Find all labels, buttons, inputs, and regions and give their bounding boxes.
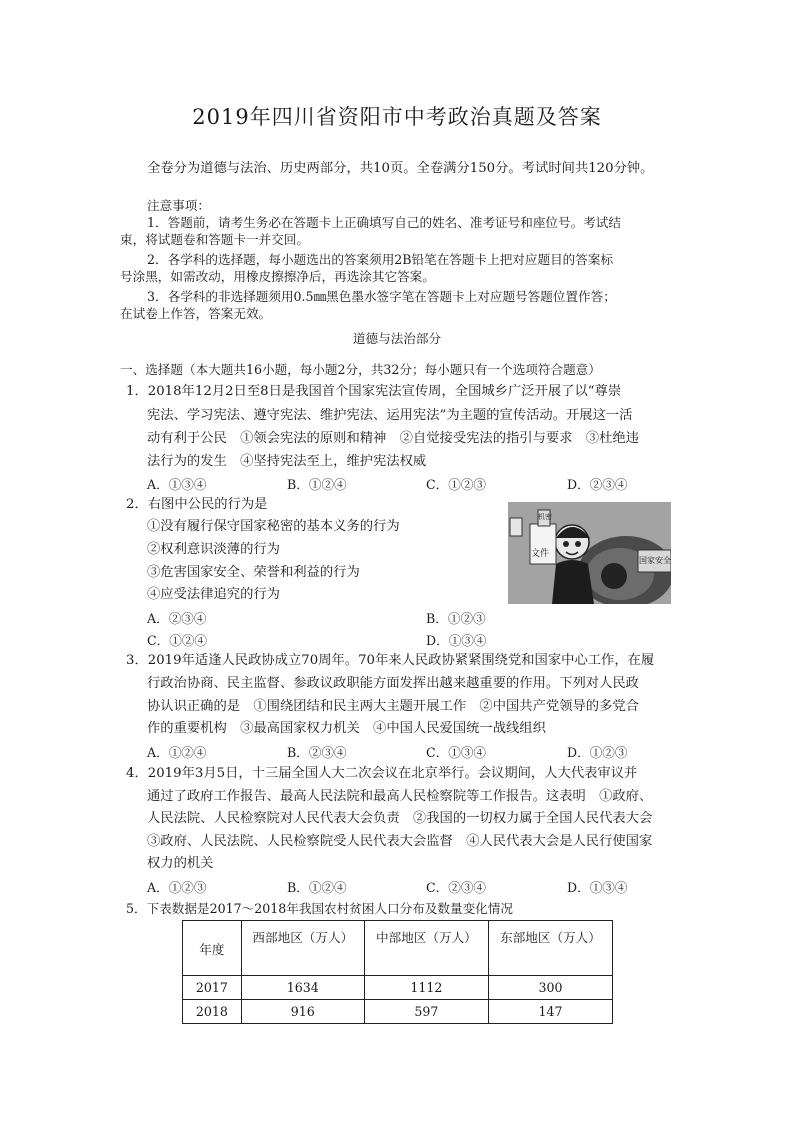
- q2-statement-4: ④应受法律追究的行为: [147, 587, 280, 602]
- section-title: 道德与法治部分: [352, 331, 442, 346]
- q2-option-a: A．②③④: [147, 611, 207, 626]
- q4-line-3: 人民法院、人民检察院对人民代表大会负责 ②我国的一切权力属于全国人民代表大会: [147, 811, 653, 826]
- q2-statement-3: ③危害国家安全、荣誉和利益的行为: [147, 565, 360, 580]
- q1-line-3: 动有利于公民 ①领会宪法的原则和精神 ②自觉接受宪法的指引与要求 ③杜绝违: [147, 431, 639, 446]
- q2-option-b: B．①②③: [426, 611, 486, 626]
- notice-item-3-line-1: 3．各学科的非选择题须用0.5㎜黑色墨水签字笔在答题卡上对应题号答题位置作答；: [147, 289, 616, 304]
- q3-line-4: 作的重要机构 ③最高国家权力机关 ④中国人民爱国统一战线组织: [147, 721, 546, 736]
- table-cell: 147: [488, 1000, 612, 1024]
- q2-option-c: C．①②④: [147, 633, 208, 648]
- q1-line-4: 法行为的发生 ④坚持宪法至上，维护宪法权威: [147, 454, 427, 469]
- q4-line-4: ③政府、人民法院、人民检察院受人民代表大会监督 ④人民代表大会是人民行使国家: [147, 834, 653, 849]
- notice-heading: 注意事项：: [147, 198, 210, 213]
- q1-option-d: D．②③④: [567, 477, 628, 492]
- q4-option-b: B．①②④: [287, 880, 347, 895]
- q3-option-a: A．①②④: [147, 745, 207, 760]
- q3-option-b: B．②③④: [287, 745, 347, 760]
- table-cell: 916: [241, 1000, 364, 1024]
- q2-statement-1: ①没有履行保守国家秘密的基本义务的行为: [147, 519, 400, 534]
- q3-option-c: C．①③④: [426, 745, 487, 760]
- q1-option-a: A．①③④: [147, 477, 207, 492]
- notice-item-1-line-2: 束，将试题卷和答题卡一并交回。: [120, 232, 309, 247]
- part-one-heading: 一、选择题（本大题共16小题，每小题2分，共32分；每小题只有一个选项符合题意）: [120, 362, 601, 377]
- q1-line-2: 宪法、学习宪法、遵守宪法、维护宪法、运用宪法”为主题的宣传活动。开展这一活: [147, 408, 633, 423]
- table-cell: 597: [364, 1000, 488, 1024]
- table-cell: 2017: [183, 976, 242, 1000]
- notice-item-2-line-2: 号涂黑，如需改动，用橡皮擦擦净后，再选涂其它答案。: [120, 269, 435, 284]
- table-header-west: 西部地区（万人）: [241, 921, 364, 976]
- table-cell: 300: [488, 976, 612, 1000]
- intro-text: 全卷分为道德与法治、历史两部分，共10页。全卷满分150分。考试时间共120分钟。: [147, 161, 654, 176]
- poverty-data-table: [182, 920, 613, 1024]
- q2-line-1: 2．右图中公民的行为是: [126, 497, 268, 512]
- q2-option-d: D．①③④: [426, 633, 487, 648]
- q4-line-2: 通过了政府工作报告、最高人民法院和最高人民检察院等工作报告。这表明 ①政府、: [147, 789, 653, 804]
- cartoon-illustration: [508, 502, 671, 604]
- q4-option-c: C．②③④: [426, 880, 487, 895]
- table-row: [183, 976, 613, 1000]
- q4-line-5: 权力的机关: [147, 856, 214, 871]
- table-cell: 1112: [364, 976, 488, 1000]
- table-header-central: 中部地区（万人）: [364, 921, 488, 976]
- table-header-east: 东部地区（万人）: [488, 921, 612, 976]
- q2-statement-2: ②权利意识淡薄的行为: [147, 542, 280, 557]
- notice-item-2-line-1: 2．各学科的选择题，每小题选出的答案须用2B铅笔在答题卡上把对应题目的答案标: [147, 252, 614, 267]
- q3-line-3: 协认识正确的是 ①围绕团结和民主两大主题开展工作 ②中国共产党领导的多党合: [147, 699, 639, 714]
- q3-option-d: D．①②③: [567, 745, 628, 760]
- table-header-year: 年度: [183, 921, 242, 976]
- q4-option-d: D．①③④: [567, 880, 628, 895]
- notice-item-3-line-2: 在试卷上作答，答案无效。: [120, 306, 272, 321]
- cartoon-secret-label: 机密: [538, 513, 552, 521]
- q1-option-b: B．①②④: [287, 477, 347, 492]
- q1-line-1: 1．2018年12月2日至8日是我国首个国家宪法宣传周，全国城乡广泛开展了以“尊崇: [126, 384, 622, 399]
- table-cell: 2018: [183, 1000, 242, 1024]
- page-title: 2019年四川省资阳市中考政治真题及答案: [192, 105, 602, 129]
- table-cell: 1634: [241, 976, 364, 1000]
- q4-line-1: 4．2019年3月5日，十三届全国人大二次会议在北京举行。会议期间，人大代表审议并: [126, 766, 638, 781]
- table-row: [183, 1000, 613, 1024]
- cartoon-gun-label: 国家安全: [639, 556, 671, 565]
- q3-line-2: 行政治协商、民主监督、参政议政职能方面发挥出越来越重要的作用。下列对人民政: [147, 676, 639, 691]
- q1-option-c: C．①②③: [426, 477, 487, 492]
- q3-line-1: 3．2019年适逢人民政协成立70周年。70年来人民政协紧紧围绕党和国家中心工作，在履: [126, 653, 655, 668]
- notice-item-1-line-1: 1．答题前，请考生务必在答题卡上正确填写自己的姓名、准考证号和座位号。考试结: [147, 215, 621, 230]
- q4-option-a: A．①②③: [147, 880, 207, 895]
- table-header-row: [183, 921, 613, 976]
- q5-line-1: 5．下表数据是2017～2018年我国农村贫困人口分布及数量变化情况: [126, 901, 513, 916]
- cartoon-doc-label: 文件: [531, 549, 550, 559]
